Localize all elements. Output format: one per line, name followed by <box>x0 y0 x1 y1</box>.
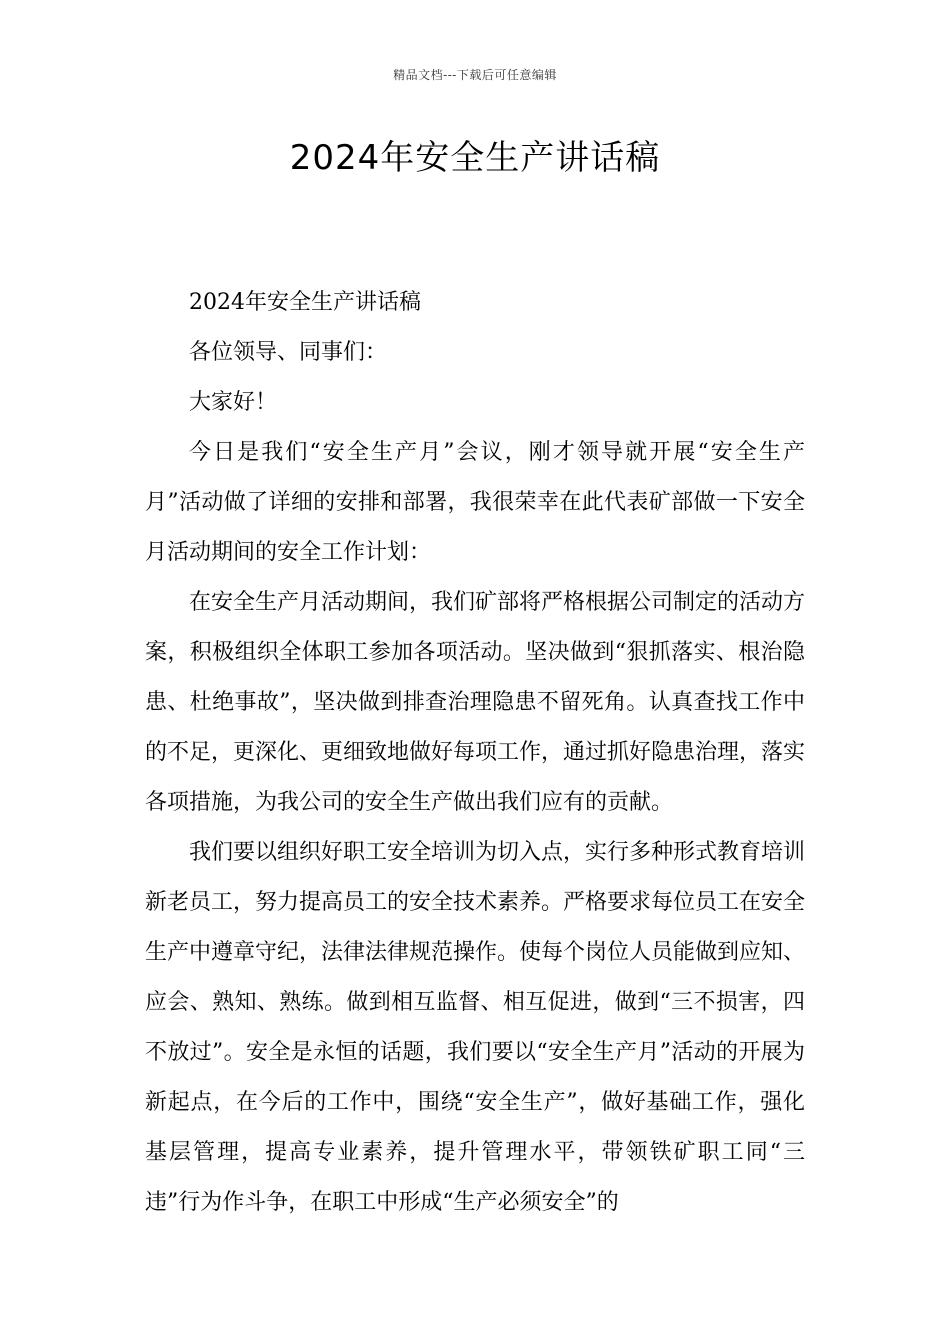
paragraph-activity-plan: 在安全生产月活动期间，我们矿部将严格根据公司制定的活动方案，积极组织全体职工参加各项活动。坚决做到“狠抓落实、根治隐患、杜绝事故”，坚决做到排查治理隐患不留死角。认真查找工作中的不足，更深化、更细致地做好每项工作，通过抓好隐患治理，落实各项措施，为我公司的安全生产做出我们应有的贡献。 <box>145 590 806 815</box>
paragraph-intro: 今日是我们“安全生产月”会议，刚才领导就开展“安全生产月”活动做了详细的安排和部署，我很荣幸在此代表矿部做一下安全月活动期间的安全工作计划： <box>145 440 805 565</box>
paragraph-subtitle: 2024年安全生产讲话稿 <box>189 290 421 315</box>
document-title: 2024年安全生产讲话稿 <box>289 138 661 178</box>
paragraph-training: 我们要以组织好职工安全培训为切入点，实行多种形式教育培训新老员工，努力提高员工的安全技术素养。严格要求每位员工在安全生产中遵章守纪，法律法律规范操作。使每个岗位人员能做到应知、应会、熟知、熟练。做到相互监督、相互促进，做到“三不损害，四不放过”。安全是永恒的话题，我们要以“安全生产月”活动的开展为新起点，在今后的工作中，围绕“安全生产”，做好基础工作，强化基层管理，提高专业素养，提升管理水平，带领铁矿职工同“三违”行为作斗争，在职工中形成“生产必须安全”的 <box>145 840 806 1215</box>
paragraph-salutation: 各位领导、同事们： <box>189 340 388 365</box>
header-note: 精品文档---下载后可任意编辑 <box>393 68 557 82</box>
document-body <box>145 278 805 1228</box>
paragraph-greeting: 大家好！ <box>189 390 278 415</box>
